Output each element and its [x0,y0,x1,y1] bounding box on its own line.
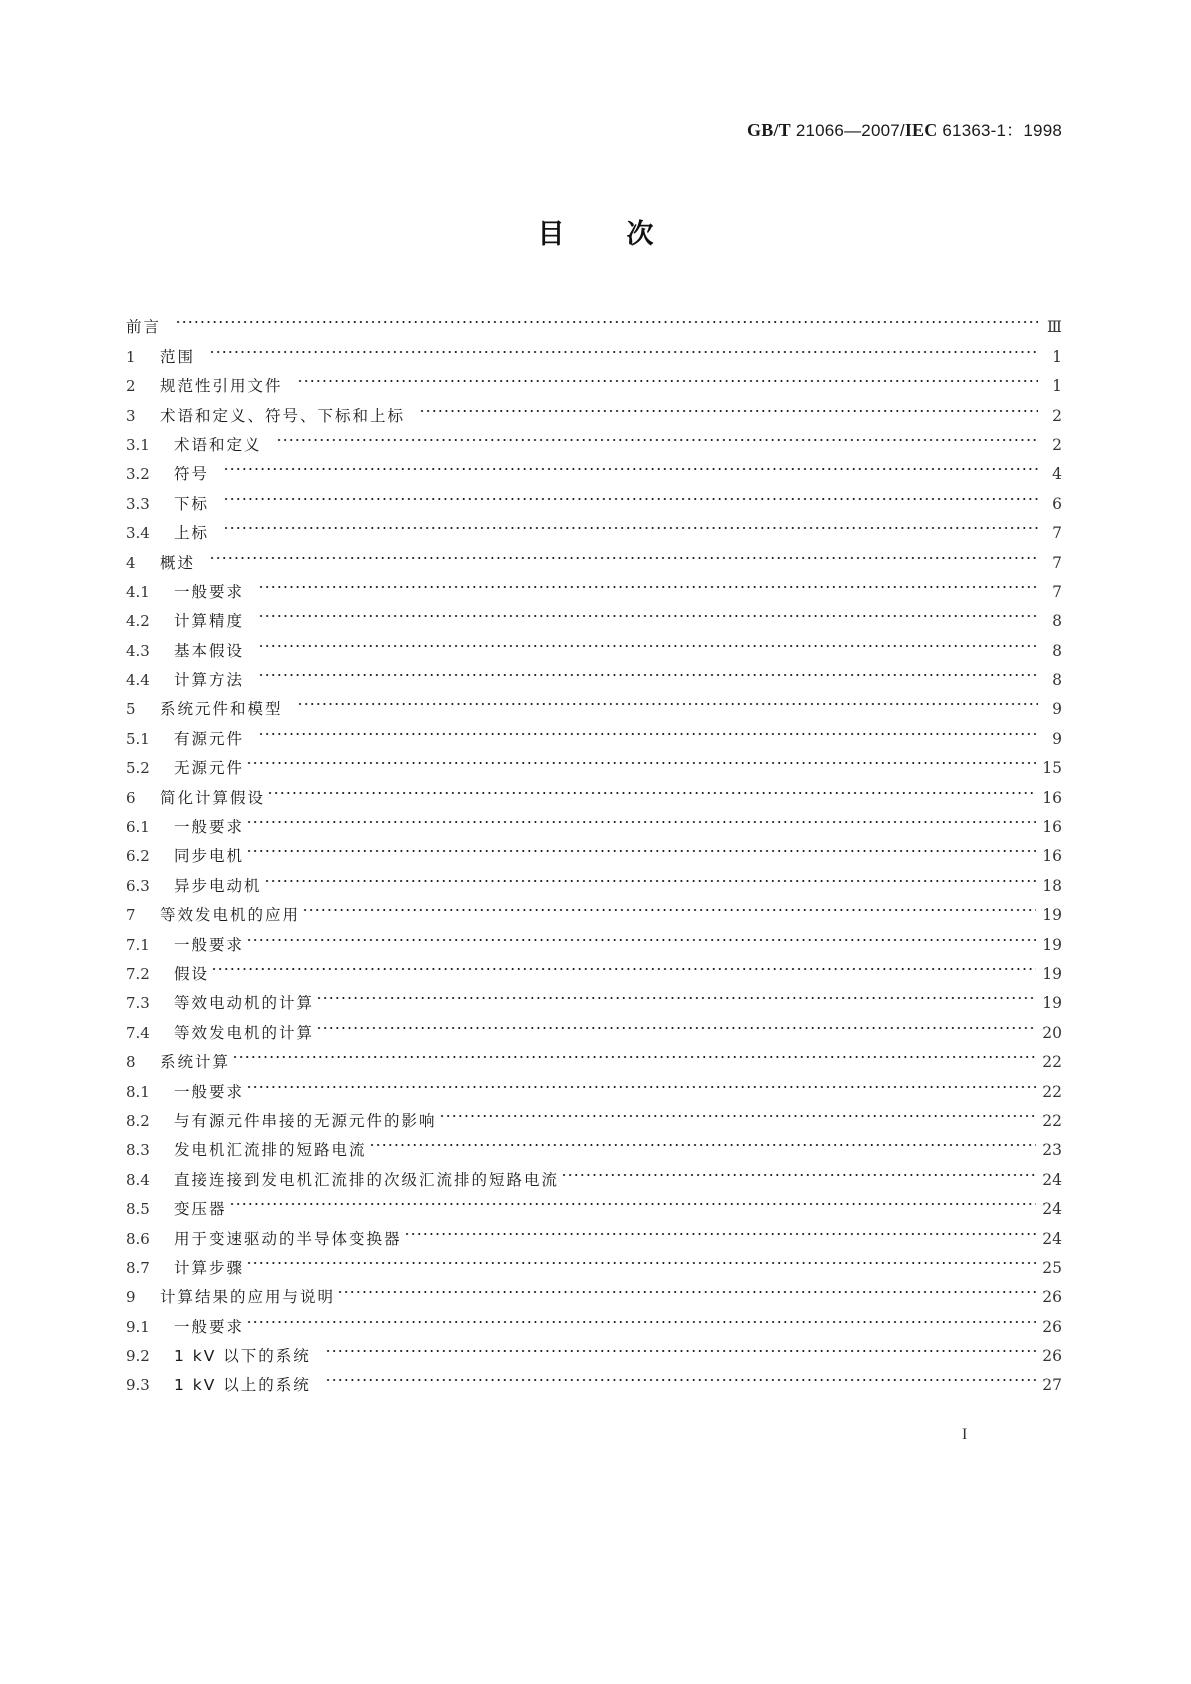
dot-leader [337,1273,1036,1302]
dot-leader [246,832,1036,861]
toc-section-title: 计算步骤 [174,1258,245,1277]
toc-section-title: 等效电动机的计算 [174,994,315,1013]
toc-page-number: 19 [1042,994,1062,1013]
toc-entry[interactable] [126,1038,1062,1072]
toc-entry[interactable] [126,332,1062,366]
toc-section-number: 6 [126,788,136,807]
toc-section-number: 8.6 [126,1229,150,1248]
toc-page-number: 8 [1052,612,1062,631]
toc-section-number: 6.2 [126,847,150,866]
dot-leader [297,362,1038,391]
dot-leader [175,303,1038,332]
toc-section-title: 与有源元件串接的无源元件的影响 [174,1111,437,1130]
toc-page-number: 24 [1042,1229,1062,1248]
toc-section-title: 简化计算假设 [160,788,266,807]
toc-section-number: 7.1 [126,935,150,954]
toc-section-number: 6.3 [126,876,150,895]
toc-entry[interactable] [126,1067,1062,1101]
dot-leader [223,450,1038,479]
toc-entry[interactable] [126,656,1062,690]
toc-section-number: 8.7 [126,1258,150,1277]
dot-leader [316,1008,1036,1037]
toc-page-number: 9 [1052,700,1062,719]
toc-page-number: 27 [1042,1376,1062,1395]
toc-page-number: 26 [1042,1317,1062,1336]
toc-page-number: 18 [1042,876,1062,895]
dot-leader [297,685,1038,714]
toc-section-title: 一般要求 [174,935,245,954]
toc-entry[interactable] [126,1244,1062,1277]
dot-leader [325,1332,1036,1361]
toc-entry[interactable] [126,714,1062,748]
toc-page-number: 25 [1042,1258,1062,1277]
dot-leader [246,1244,1036,1273]
toc-section-number: 3.3 [126,494,150,513]
toc-entry[interactable] [126,1214,1062,1248]
toc-page-number: 16 [1042,818,1062,837]
dot-leader [316,979,1036,1008]
toc-section-number: 4 [126,553,136,572]
toc-section-title: 一般要求 [174,1082,245,1101]
toc-entry[interactable] [126,832,1062,866]
toc-entry[interactable] [126,362,1062,396]
toc-entry[interactable] [126,597,1062,631]
toc-section-number: 8.3 [126,1141,150,1160]
toc-entry[interactable] [126,979,1062,1013]
toc-section-number: 4.3 [126,641,150,660]
toc-section-number: 5 [126,700,136,719]
dot-leader [419,391,1038,420]
toc-section-number: 9 [126,1288,136,1307]
toc-entry[interactable] [126,1332,1062,1366]
toc-section-title: 等效发电机的计算 [174,1023,315,1042]
dot-leader [439,1097,1037,1126]
toc-entry[interactable] [126,803,1062,837]
toc-page-number: 4 [1052,465,1062,484]
toc-section-title: 规范性引用文件 [160,377,283,396]
toc-entry[interactable] [126,626,1062,660]
toc-entry[interactable] [126,479,1062,513]
toc-page-number: Ⅲ [1047,318,1062,337]
toc-page-number: 16 [1042,847,1062,866]
toc-section-title: 直接连接到发电机汇流排的次级汇流排的短路电流 [174,1170,560,1189]
toc-section-number: 9.1 [126,1317,150,1336]
toc-section-number: 8.2 [126,1111,150,1130]
standard-code-prefix: GB/T [747,120,791,140]
toc-section-title: 变压器 [174,1200,227,1219]
toc-page-number: 8 [1052,671,1062,690]
dot-leader [211,950,1036,979]
toc-page-number: 19 [1042,964,1062,983]
dot-leader [223,509,1038,538]
toc-entry[interactable] [126,744,1062,778]
toc-page-number: 22 [1042,1111,1062,1130]
dot-leader [258,597,1038,626]
dot-leader [246,744,1036,773]
toc-section-number: 5.2 [126,759,150,778]
toc-page-number: 15 [1042,759,1062,778]
toc-section-number: 6.1 [126,818,150,837]
toc-section-title: 1 kV 以下的系统 [174,1347,311,1366]
dot-leader [232,1038,1036,1067]
toc-section-title: 计算方法 [174,671,245,690]
toc-section-number: 8 [126,1053,136,1072]
dot-leader [258,656,1038,685]
dot-leader [302,891,1036,920]
title-char-1: 目 [537,219,565,250]
dot-leader [404,1214,1037,1243]
toc-section-number: 4.1 [126,582,150,601]
dot-leader [325,1361,1036,1390]
toc-section-number: 3 [126,406,136,425]
toc-section-number: 2 [126,377,136,396]
toc-entry[interactable] [126,1273,1062,1307]
iec-number: 61363-1：1998 [942,121,1062,140]
toc-page-number: 6 [1052,494,1062,513]
dot-leader [258,626,1038,655]
toc-page-number: 24 [1042,1200,1062,1219]
toc-section-title: 等效发电机的应用 [160,906,301,925]
toc-section-title: 前言 [126,318,162,337]
toc-section-title: 术语和定义 [174,435,262,454]
dot-leader [369,1126,1037,1155]
toc-section-title: 一般要求 [174,1317,245,1336]
dot-leader [267,773,1036,802]
toc-entry[interactable] [126,861,1062,895]
dot-leader [209,332,1038,361]
toc-entry[interactable] [126,303,1062,337]
toc-section-title: 一般要求 [174,582,245,601]
toc-section-title: 一般要求 [174,818,245,837]
toc-section-number: 4.2 [126,612,150,631]
toc-section-title: 1 kV 以上的系统 [174,1376,311,1395]
toc-entry[interactable] [126,891,1062,925]
toc-section-title: 计算结果的应用与说明 [160,1288,336,1307]
page-number: I [962,1426,968,1443]
toc-section-title: 上标 [174,524,210,543]
toc-section-title: 术语和定义、符号、下标和上标 [160,406,406,425]
dot-leader [246,920,1036,949]
toc-section-title: 下标 [174,494,210,513]
toc-page-number: 20 [1042,1023,1062,1042]
dot-leader [246,803,1036,832]
dot-leader [264,861,1037,890]
toc-page-number: 2 [1052,435,1062,454]
toc-page-number: 19 [1042,935,1062,954]
toc-page-number: 8 [1052,641,1062,660]
toc-page-number: 24 [1042,1170,1062,1189]
toc-section-title: 无源元件 [174,759,245,778]
toc-section-title: 有源元件 [174,729,245,748]
toc-section-title: 发电机汇流排的短路电流 [174,1141,367,1160]
toc-section-number: 8.4 [126,1170,150,1189]
toc-page-number: 7 [1052,582,1062,601]
dot-leader [223,479,1038,508]
toc-section-number: 3.2 [126,465,150,484]
toc-section-number: 3.4 [126,524,150,543]
toc-entry[interactable] [126,1302,1062,1336]
toc-page-number: 2 [1052,406,1062,425]
toc-section-title: 用于变速驱动的半导体变换器 [174,1229,402,1248]
toc-section-title: 系统元件和模型 [160,700,283,719]
toc-section-title: 概述 [160,553,196,572]
toc-page-number: 22 [1042,1053,1062,1072]
toc-section-number: 1 [126,347,136,366]
toc-section-number: 8.5 [126,1200,150,1219]
dot-leader [561,1155,1036,1184]
toc-page-number: 26 [1042,1347,1062,1366]
table-of-contents [126,303,1062,1395]
toc-entry[interactable] [126,920,1062,954]
toc-section-number: 3.1 [126,435,150,454]
toc-page-number: 22 [1042,1082,1062,1101]
dot-leader [246,1067,1036,1096]
toc-entry[interactable] [126,773,1062,807]
toc-section-number: 7 [126,906,136,925]
toc-page-number: 9 [1052,729,1062,748]
dot-leader [246,1302,1036,1331]
toc-section-number: 7.4 [126,1023,150,1042]
toc-page-number: 7 [1052,553,1062,572]
toc-page-number: 1 [1052,377,1062,396]
toc-section-number: 8.1 [126,1082,150,1101]
toc-entry[interactable] [126,568,1062,601]
toc-section-title: 范围 [160,347,196,366]
toc-section-title: 同步电机 [174,847,245,866]
toc-entry[interactable] [126,950,1062,983]
page-title [0,212,1191,251]
toc-section-title: 假设 [174,964,210,983]
toc-page-number: 19 [1042,906,1062,925]
toc-page-number: 16 [1042,788,1062,807]
toc-section-number: 9.2 [126,1347,150,1366]
title-char-2: 次 [626,219,654,250]
toc-section-number: 9.3 [126,1376,150,1395]
dot-leader [276,421,1038,450]
toc-entry[interactable] [126,509,1062,543]
standard-number-header [747,116,1062,141]
toc-section-number: 4.4 [126,671,150,690]
toc-page-number: 1 [1052,347,1062,366]
toc-section-title: 异步电动机 [174,876,262,895]
toc-section-title: 基本假设 [174,641,245,660]
toc-section-number: 5.1 [126,729,150,748]
dot-leader [229,1185,1037,1214]
dot-leader [258,568,1038,597]
toc-section-title: 符号 [174,465,210,484]
dot-leader [209,538,1038,567]
toc-section-number: 7.2 [126,964,150,983]
standard-code-number: 21066—2007/ [795,121,905,140]
toc-entry[interactable] [126,538,1062,572]
toc-page-number: 26 [1042,1288,1062,1307]
toc-page-number: 7 [1052,524,1062,543]
dot-leader [258,714,1038,743]
toc-section-number: 7.3 [126,994,150,1013]
toc-page-number: 23 [1042,1141,1062,1160]
iec-prefix: IEC [904,120,938,140]
toc-entry[interactable] [126,450,1062,484]
toc-entry[interactable] [126,1097,1062,1130]
toc-entry[interactable] [126,685,1062,719]
toc-entry[interactable] [126,1185,1062,1219]
toc-section-title: 系统计算 [160,1053,231,1072]
toc-section-title: 计算精度 [174,612,245,631]
